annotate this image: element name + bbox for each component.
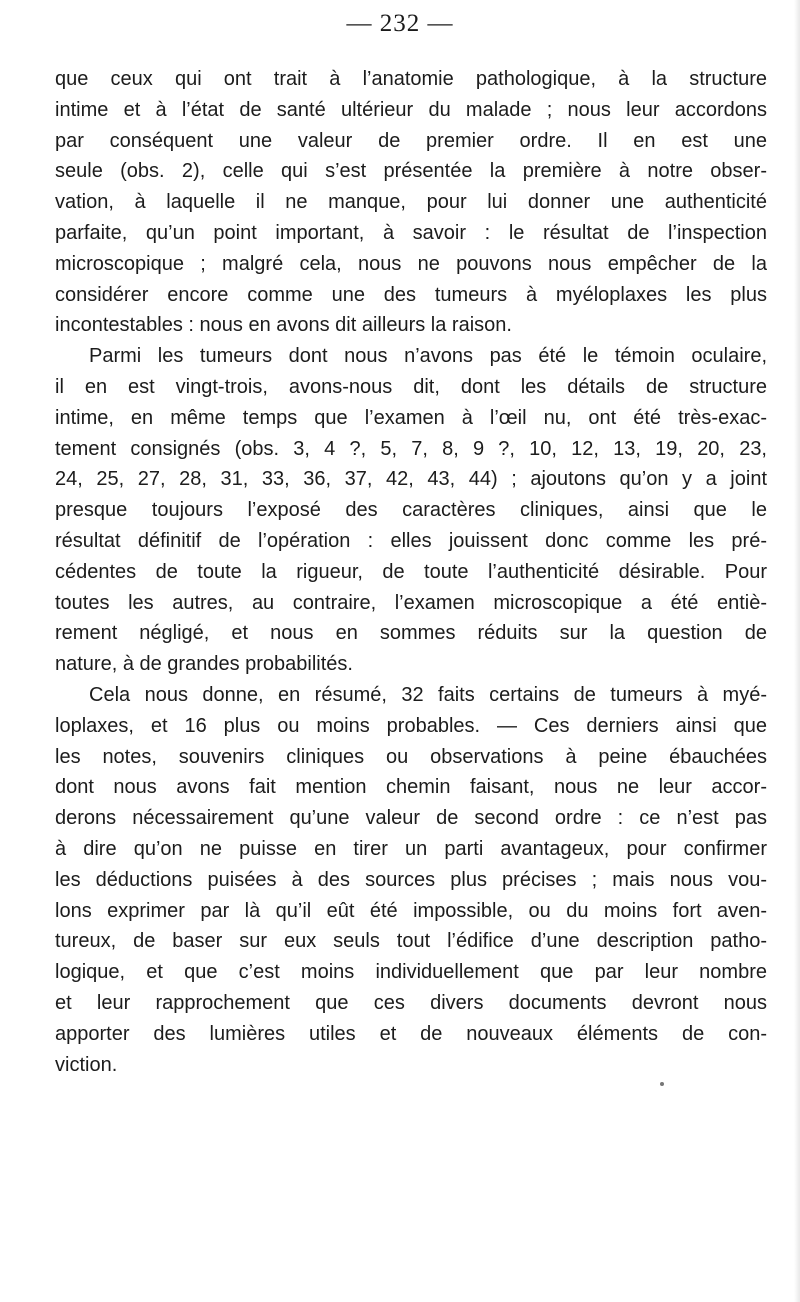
- text-line: parfaite, qu’un point important, à savoir : le résultat de l’inspection: [55, 221, 767, 244]
- text-line: par conséquent une valeur de premier ordre. Il en est une: [55, 129, 767, 152]
- text-line: toutes les autres, au contraire, l’examen microscopique a été entiè-: [55, 591, 767, 614]
- ink-speck: [660, 1082, 664, 1086]
- body-text: [55, 64, 767, 1080]
- text-line: les déductions puisées à des sources plus précises ; mais nous vou-: [55, 868, 767, 891]
- text-line: et leur rapprochement que ces divers documents devront nous: [55, 991, 767, 1014]
- text-line: rement négligé, et nous en sommes réduits sur la question de: [55, 622, 767, 645]
- text-line: derons nécessairement qu’une valeur de second ordre : ce n’est pas: [55, 807, 767, 830]
- text-line: intime, en même temps que l’examen à l’œil nu, ont été très-exac-: [55, 406, 767, 429]
- text-line: loplaxes, et 16 plus ou moins probables. — Ces derniers ainsi que: [55, 714, 767, 737]
- text-line: microscopique ; malgré cela, nous ne pouvons nous empêcher de la: [55, 252, 767, 275]
- paragraph: [55, 64, 767, 341]
- text-line: que ceux qui ont trait à l’anatomie pathologique, à la structure: [55, 68, 767, 90]
- text-line: considérer encore comme une des tumeurs à myéloplaxes les plus: [55, 283, 767, 306]
- text-line: apporter des lumières utiles et de nouveaux éléments de con-: [55, 1022, 767, 1045]
- text-line: cédentes de toute la rigueur, de toute l’authenticité désirable. Pour: [55, 560, 767, 583]
- text-line: vation, à laquelle il ne manque, pour lui donner une authenticité: [55, 191, 767, 214]
- text-line: logique, et que c’est moins individuellement que par leur nombre: [55, 961, 767, 984]
- text-line: tureux, de baser sur eux seuls tout l’édifice d’une description patho-: [55, 930, 767, 953]
- text-line: résultat définitif de l’opération : elles jouissent donc comme les pré-: [55, 529, 767, 552]
- text-line: incontestables : nous en avons dit ailleurs la raison.: [55, 314, 512, 337]
- text-line: presque toujours l’exposé des caractères cliniques, ainsi que le: [55, 499, 767, 522]
- text-line: tement consignés (obs. 3, 4 ?, 5, 7, 8, 9 ?, 10, 12, 13, 19, 20, 23,: [55, 437, 767, 460]
- text-line: intime et à l’état de santé ultérieur du malade ; nous leur accordons: [55, 98, 767, 121]
- paragraph: [55, 680, 767, 1080]
- text-line: à dire qu’on ne puisse en tirer un parti avantageux, pour confirmer: [55, 837, 767, 860]
- text-line: il en est vingt-trois, avons-nous dit, dont les détails de structure: [55, 375, 767, 398]
- text-line: viction.: [55, 1053, 118, 1076]
- text-line: Cela nous donne, en résumé, 32 faits certains de tumeurs à myé-: [89, 683, 767, 706]
- text-line: lons exprimer par là qu’il eût été impossible, ou du moins fort aven-: [55, 899, 767, 922]
- text-line: seule (obs. 2), celle qui s’est présentée la première à notre obser-: [55, 160, 767, 183]
- text-line: les notes, souvenirs cliniques ou observations à peine ébauchées: [55, 745, 767, 768]
- text-line: 24, 25, 27, 28, 31, 33, 36, 37, 42, 43, 44) ; ajoutons qu’on y a joint: [55, 468, 767, 491]
- text-line: Parmi les tumeurs dont nous n’avons pas été le témoin oculaire,: [89, 345, 767, 368]
- page-number: — 232 —: [346, 10, 454, 37]
- text-line: nature, à de grandes probabilités.: [55, 653, 353, 676]
- scan-edge-shadow: [794, 0, 800, 1302]
- text-line: dont nous avons fait mention chemin faisant, nous ne leur accor-: [55, 776, 767, 799]
- paragraph: [55, 341, 767, 680]
